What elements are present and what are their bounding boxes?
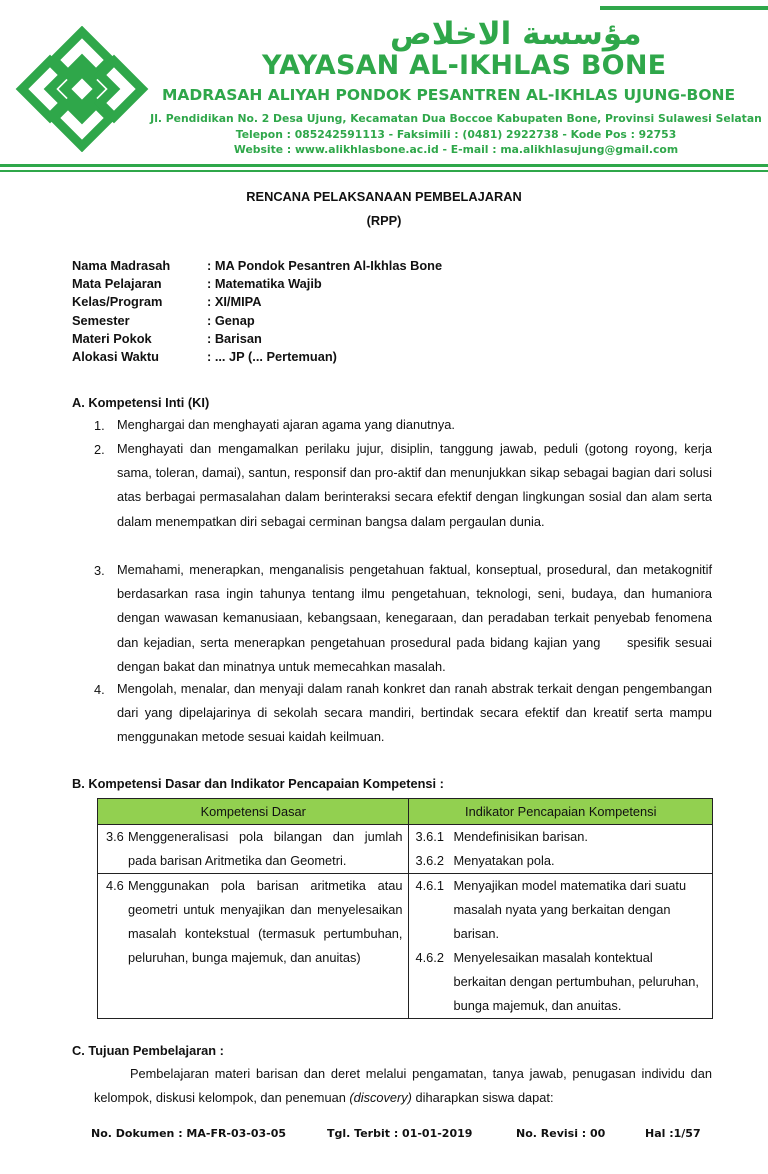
objective-italic: (discovery) xyxy=(349,1090,412,1105)
letterhead-divider-thin xyxy=(0,170,768,172)
identity-label: Semester xyxy=(72,313,130,328)
top-decoration-bar xyxy=(600,6,768,10)
identity-label: Materi Pokok xyxy=(72,331,152,346)
kd-number: 4.6 xyxy=(106,878,124,893)
identity-value: : MA Pondok Pesantren Al-Ikhlas Bone xyxy=(207,258,443,273)
ki-text: Menghayati dan mengamalkan perilaku jujur, disiplin, tanggung jawab, peduli (gotong royong, kerja sama, toleran, damai), santun, responsif dan pro-aktif dan menunjukkan sikap sebagai bagian dari solusi atas berbagai permasalahan dalam berinteraksi secara efektif dengan lingkungan sosial dan alam serta dalam menempatkan diri sebagai cerminan bangsa dalam pergaulan dunia. xyxy=(117,441,712,529)
web-email-line: Website : www.alikhlasbone.ac.id - E-mail : ma.alikhlasujung@gmail.com xyxy=(233,143,679,156)
ki-text: Menghargai dan menghayati ajaran agama yang dianutnya. xyxy=(117,417,455,432)
identity-value: : Barisan xyxy=(207,331,262,346)
footer-document-number: No. Dokumen : MA-FR-03-03-05 xyxy=(91,1127,287,1140)
indicator-number: 3.6.1 xyxy=(415,829,444,844)
indicator-number: 4.6.1 xyxy=(415,878,444,893)
ki-text: Memahami, menerapkan, menganalisis pengetahuan faktual, konseptual, prosedural, dan metakognitif berdasarkan rasa ingin tahunya tentang ilmu pengetahuan, teknologi, seni, budaya, dan humaniora dengan wawasan kemanusiaan, kebangsaan, kenegaraan, dan peradaban terkait penyebab fenomena dan kejadian, serta menerapkan pengetahuan prosedural pada bidang kajian yang spesifik sesuai dengan bakat dan minatnya untuk memecahkan masalah. xyxy=(117,562,716,674)
objective-paragraph xyxy=(94,1062,712,1110)
competency-table xyxy=(97,798,713,1019)
table-header: Indikator Pencapaian Kompetensi xyxy=(409,799,713,825)
footer-page: Hal :1/57 xyxy=(645,1127,701,1140)
ki-number: 2. xyxy=(94,442,105,457)
arabic-foundation-name: مؤسسة الاخلاص xyxy=(390,16,642,52)
indicator-text: Menyatakan pola. xyxy=(453,853,555,868)
indicator-text: Mendefinisikan barisan. xyxy=(453,829,588,844)
ki-number: 3. xyxy=(94,563,105,578)
foundation-logo xyxy=(14,26,150,152)
footer-issue-date: Tgl. Terbit : 01-01-2019 xyxy=(327,1127,473,1140)
footer-revision: No. Revisi : 00 xyxy=(516,1127,606,1140)
address-line: Jl. Pendidikan No. 2 Desa Ujung, Kecamatan Dua Boccoe Kabupaten Bone, Provinsi Sulawesi Selatan xyxy=(150,112,762,125)
ki-number: 4. xyxy=(94,682,105,697)
section-a-heading: A. Kompetensi Inti (KI) xyxy=(72,395,210,410)
objective-text-end: diharapkan siswa dapat: xyxy=(411,1090,554,1105)
indicator-text: Menyajikan model matematika dari suatu masalah nyata yang berkaitan dengan barisan. xyxy=(453,878,687,941)
identity-label: Nama Madrasah xyxy=(72,258,171,273)
identity-label: Kelas/Program xyxy=(72,294,163,309)
phone-line: Telepon : 085242591113 - Faksimili : (0481) 2922738 - Kode Pos : 92753 xyxy=(235,128,677,141)
objective-text: Pembelajaran materi barisan dan deret melalui pengamatan, tanya jawab, penugasan individu dan kelompok, diskusi kelompok, dan penemuan xyxy=(94,1066,712,1105)
kd-number: 3.6 xyxy=(106,829,124,844)
indicator-text: Menyelesaikan masalah kontektual berkaitan dengan pertumbuhan, peluruhan, bunga majemuk, dan anuitas. xyxy=(453,950,699,1013)
section-b-heading: B. Kompetensi Dasar dan Indikator Pencapaian Kompetensi : xyxy=(72,776,444,791)
identity-value: : ... JP (... Pertemuan) xyxy=(207,349,337,364)
madrasah-name: MADRASAH ALIYAH PONDOK PESANTREN AL-IKHLAS UJUNG-BONE xyxy=(162,86,736,104)
table-row xyxy=(98,874,713,1019)
ki-text: Mengolah, menalar, dan menyaji dalam ranah konkret dan ranah abstrak terkait dengan pengembangan dari yang dipelajarinya di sekolah secara mandiri, bertindak secara efektif dan kreatif serta mampu menggunakan metode sesuai kaidah keilmuan. xyxy=(117,681,712,745)
table-header: Kompetensi Dasar xyxy=(98,799,409,825)
document-subtitle: (RPP) xyxy=(366,213,402,228)
identity-value: : Genap xyxy=(207,313,255,328)
identity-value: : XI/MIPA xyxy=(207,294,262,309)
identity-value: : Matematika Wajib xyxy=(207,276,322,291)
kd-text: Menggunakan pola barisan aritmetika atau geometri untuk menyajikan dan menyelesaikan masalah kontekstual (termasuk pertumbuhan, peluruhan, bunga majemuk, dan anuitas) xyxy=(128,878,403,965)
letterhead-divider xyxy=(0,164,768,167)
indicator-number: 3.6.2 xyxy=(415,853,444,868)
indicator-number: 4.6.2 xyxy=(415,950,444,965)
kd-text: Menggeneralisasi pola bilangan dan jumlah pada barisan Aritmetika dan Geometri. xyxy=(128,829,403,868)
foundation-name: YAYASAN AL-IKHLAS BONE xyxy=(262,50,667,81)
document-title: RENCANA PELAKSANAAN PEMBELAJARAN xyxy=(246,189,522,204)
identity-label: Mata Pelajaran xyxy=(72,276,162,291)
table-row xyxy=(98,825,713,874)
section-c-heading: C. Tujuan Pembelajaran : xyxy=(72,1043,224,1058)
identity-label: Alokasi Waktu xyxy=(72,349,159,364)
ki-number: 1. xyxy=(94,418,105,433)
